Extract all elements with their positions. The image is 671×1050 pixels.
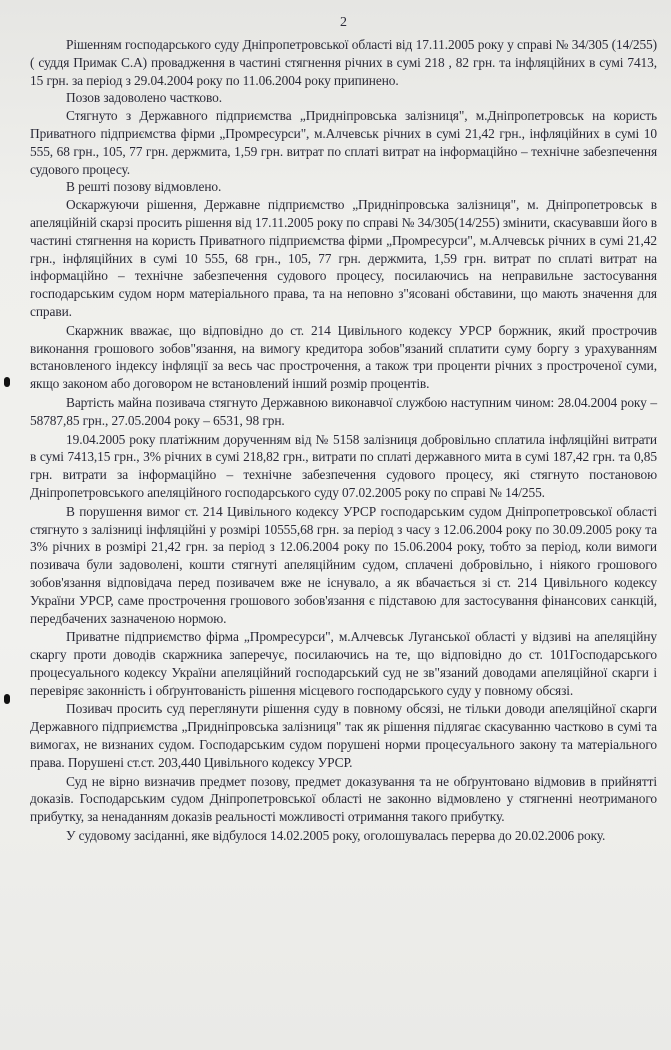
paragraph-evidence: Суд не вірно визначив предмет позову, предмет доказування та не обґрунтовано відмовив в прийнятті доказів. Господарським судом Дніпропетровської області не законно відмовлено у стягненні неотриманого прибутку, за ненаданням доказів реальності можливості отримання такого прибутку.	[30, 773, 657, 825]
paragraph-respondent-response: Приватне підприємство фірма „Промресурси", м.Алчевськ Луганської області у відзиві на апеляційну скаргу проти доводів скаржника заперечує, посилаючись на те, що відповідно до ст. 101Господарського процесуального кодексу України апеляційний господарський суд не зв"язаний доводами апеляційної скарги і перевіряє законність і обґрунтованість рішення місцевого господарського суду у повному обсязі.	[30, 629, 657, 698]
paragraph-rest-denied: В решті позову відмовлено.	[66, 179, 222, 195]
paragraph-recovered: Стягнуто з Державного підприємства „Придніпровська залізниця", м.Дніпропетровськ на користь Приватного підприємства фірми „Промресурси", м.Алчевськ річних в сумі 21,42 грн., інфляційних в сумі 10 555, 68 грн., 105, 77 грн. держмита, 1,59 грн. витрат по сплаті витрат на інформаційно – технічне забезпечення судового процесу.	[30, 108, 657, 177]
paragraph-plaintiff-request: Позивач просить суд переглянути рішення суду в повному обсязі, не тільки доводи апеляційної скарги Державного підприємства „Придніпровська залізниця" так як рішення підлягає скасуванню частково в сумі та вимогах, не визнаних судом. Господарським судом порушені норми процесуального закону та матеріального права. Порушені ст.ст. 203,440 Цивільного кодексу УРСР.	[30, 701, 657, 770]
paragraph-claim-satisfied: Позов задоволено частково.	[66, 90, 222, 106]
paragraph-hearing: У судовому засіданні, яке відбулося 14.02.2005 року, оголошувалась перерва до 20.02.2006 року.	[66, 828, 606, 844]
paragraph-appeal: Оскаржуючи рішення, Державне підприємство „Придніпровська залізниця", м. Дніпропетровськ в апеляційній скарзі просить рішення від 17.11.2005 року по справі № 34/305(14/255) змінити, скасувавши його в частині стягнення на користь Приватного підприємства фірми „Промресурси", м.Алчевськ річних в сумі 21,42 грн., інфляційних в сумі 10 555, 68 грн., 105, 77 грн. держмита, 1,59 грн. витрат по сплаті витрат на інформаційно – технічне забезпечення судового процесу, посилаючись на неправильне застосування господарським судом норм матеріального права, та на неповно з"ясовані обставини, що мають значення для справи.	[30, 197, 657, 319]
paragraph-appellant-position: Скаржник вважає, що відповідно до ст. 214 Цивільного кодексу УРСР боржник, який прострочив виконання грошового зобов"язання, на вимогу кредитора зобов"язаний сплатити суму боргу з урахуванням встановленого індексу інфляції за весь час прострочення, а також три проценти річних з простроченої суми, якщо законом або договором не встановлений інший розмір процентів.	[30, 322, 657, 392]
paragraph-violation: В порушення вимог ст. 214 Цивільного кодексу УРСР господарським судом Дніпропетровської області стягнуто з залізниці інфляційні у розмірі 10555,68 грн. за період з часу з 12.06.2004 року по 30.09.2005 року та 3% річних в розмірі 21,42 грн. за період з 12.06.2004 року по 15.06.2004 року, тобто за період, коли вимоги позивача були задоволені, кошти стягнуті апеляційним судом, сплачені добровільно, і ніякого грошового зобов'язання відповідача перед позивачем вже не існувало, а як вбачається зі ст. 214 Цивільного кодексу України УРСР, саме прострочення грошового зобов'язання є підставою для застосування фінансових санкцій, передбачених зазначеною нормою.	[30, 503, 657, 626]
page-number: 2	[340, 15, 347, 30]
paragraph-payment-order: 19.04.2005 року платіжним дорученням від № 5158 залізниця добровільно сплатила інфляційні витрати в сумі 7413,15 грн., 3% річних в сумі 218,82 грн., витрати по сплаті державного мита в сумі 187,42 грн. та 0,85 грн. витрати за інформаційно – технічне забезпечення судового процесу, які стягнуто постановою Дніпропетровського апеляційного господарського суду 07.02.2005 року по справі № 14/255.	[30, 431, 657, 500]
paragraph-property-value: Вартість майна позивача стягнуто Державною виконавчої службою наступним чином: 28.04.2004 року – 58787,85 грн., 27.05.2004 року – 6531, 98 грн.	[30, 394, 657, 428]
binding-hole-mark	[4, 694, 10, 704]
binding-hole-mark	[4, 377, 10, 387]
paragraph-decision: Рішенням господарського суду Дніпропетровської області від 17.11.2005 року у справі № 34/305 (14/255) ( суддя Примак С.А) провадження в частині стягнення річних в сумі 218 , 82 грн. та інфляційних в сумі 7413, 15 грн. за період з 29.04.2004 року по 11.06.2004 року припинено.	[30, 37, 657, 88]
